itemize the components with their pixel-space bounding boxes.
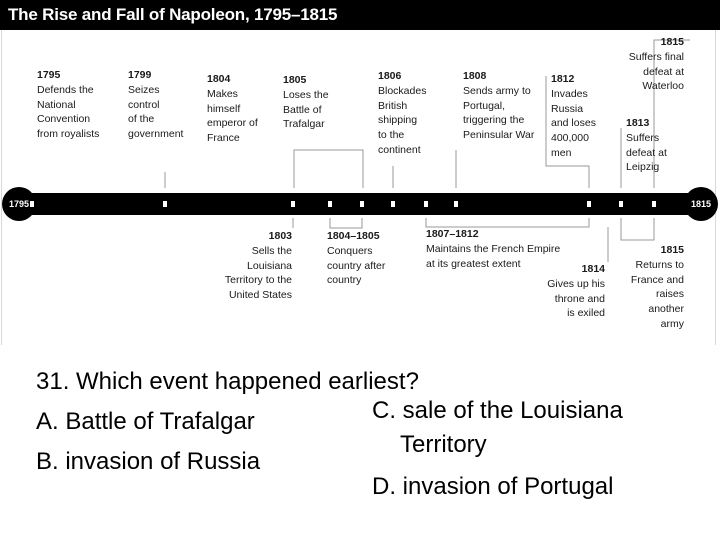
- event-year: 1815: [660, 244, 684, 256]
- event-1814: [547, 262, 605, 321]
- option-d[interactable]: D. invasion of Portugal: [372, 473, 614, 500]
- timeline-tick: [391, 201, 395, 207]
- timeline-start-cap: 1795: [2, 187, 36, 221]
- timeline-tick: [587, 201, 591, 207]
- event-1795: [37, 68, 99, 142]
- timeline-tick: [30, 201, 34, 207]
- option-c-line2: Territory: [400, 431, 487, 458]
- timeline-tick: [360, 201, 364, 207]
- leader-line: [330, 218, 362, 228]
- event-1815-returns: [631, 243, 684, 332]
- timeline-tick: [652, 201, 656, 207]
- timeline-tick: [424, 201, 428, 207]
- event-year: 1808: [463, 70, 487, 82]
- option-a[interactable]: A. Battle of Trafalgar: [36, 408, 255, 435]
- event-1804-1805: [327, 229, 385, 288]
- event-description: Maintains the French Empire at its greatest extent: [426, 242, 561, 270]
- event-year: 1807–1812: [426, 228, 479, 240]
- option-c-continued[interactable]: [400, 431, 487, 459]
- timeline-tick: [328, 201, 332, 207]
- leader-line: [621, 218, 654, 240]
- event-1805-trafalgar: [283, 73, 329, 132]
- event-1813: [626, 116, 667, 175]
- timeline-tick: [163, 201, 167, 207]
- event-year: 1812: [551, 73, 575, 85]
- event-year: 1806: [378, 70, 402, 82]
- event-description: Loses the Battle of Trafalgar: [283, 88, 329, 131]
- option-c[interactable]: [372, 397, 623, 425]
- event-year: 1805: [283, 74, 307, 86]
- event-description: Suffers final defeat at Waterloo: [628, 50, 684, 93]
- timeline-end-cap: 1815: [684, 187, 718, 221]
- event-1803: [225, 229, 292, 303]
- event-description: Sells the Louisiana Territory to the United States: [224, 244, 292, 302]
- event-year: 1799: [128, 69, 152, 81]
- event-description: Suffers defeat at Leipzig: [626, 131, 667, 174]
- event-1815-waterloo: [629, 35, 684, 94]
- event-year: 1795: [37, 69, 61, 81]
- event-description: Sends army to Portugal, triggering the Peninsular War: [463, 84, 535, 142]
- event-1812: [551, 72, 596, 161]
- event-year: 1815: [660, 36, 684, 48]
- event-year: 1804–1805: [327, 230, 380, 242]
- timeline-bar: [18, 193, 694, 215]
- event-year: 1804: [207, 73, 231, 85]
- event-1808: [463, 69, 534, 143]
- question-prompt: 31. Which event happened earliest?: [36, 368, 419, 395]
- timeline-tick: [291, 201, 295, 207]
- event-description: Defends the National Convention from royalists: [37, 83, 100, 141]
- option-c-line1: C. sale of the Louisiana: [372, 397, 623, 424]
- event-year: 1803: [268, 230, 292, 242]
- timeline-tick: [619, 201, 623, 207]
- event-description: Invades Russia and loses 400,000 men: [551, 87, 596, 159]
- leader-line: [426, 218, 589, 227]
- event-description: Conquers country after country: [327, 244, 386, 287]
- timeline-tick: [454, 201, 458, 207]
- event-description: Returns to France and raises another army: [630, 258, 684, 330]
- timeline-title: The Rise and Fall of Napoleon, 1795–1815: [8, 5, 338, 24]
- event-1804: [207, 72, 258, 146]
- leader-line: [294, 150, 363, 188]
- option-b[interactable]: B. invasion of Russia: [36, 448, 261, 475]
- event-1799: [128, 68, 183, 142]
- event-description: Blockades British shipping to the continent: [378, 84, 427, 156]
- event-1806: [378, 69, 426, 158]
- event-description: Seizes control of the government: [128, 83, 184, 141]
- event-year: 1813: [626, 117, 650, 129]
- event-year: 1814: [581, 263, 605, 275]
- event-description: Gives up his throne and is exiled: [547, 277, 605, 320]
- event-1807-1812: [426, 227, 560, 271]
- question-area: [0, 345, 720, 540]
- event-description: Makes himself emperor of France: [207, 87, 258, 145]
